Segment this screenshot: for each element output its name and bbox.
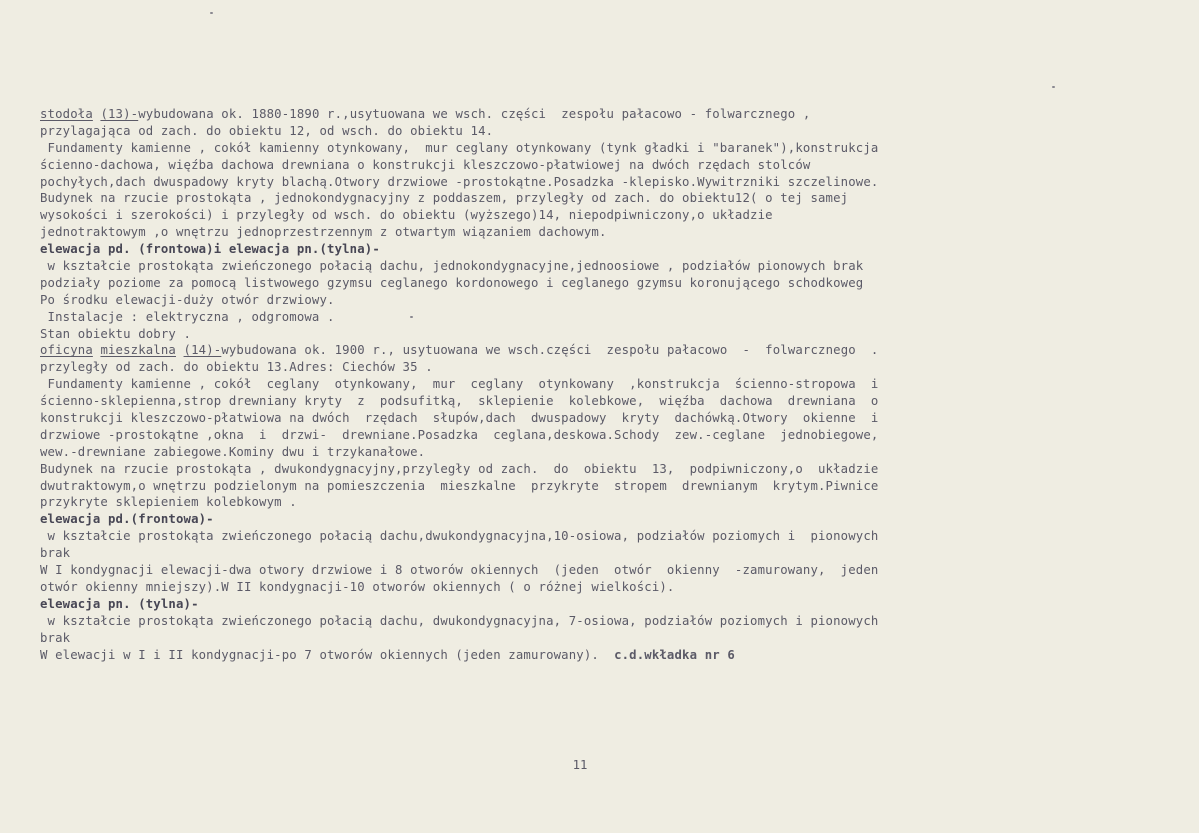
text-line	[40, 207, 1170, 224]
text-segment: Fundamenty kamienne , cokół ceglany otynkowany, mur ceglany otynkowany ,konstrukcja ścienno-stropowa i	[40, 377, 879, 392]
text-line	[40, 393, 1170, 410]
text-segment: w kształcie prostokąta zwieńczonego połacią dachu, dwukondygnacyjna, 7-osiowa, podziałów poziomych i pionowych	[40, 613, 879, 628]
text-line	[40, 174, 1170, 191]
text-line	[40, 309, 1170, 326]
text-segment: przykryte sklepieniem kolebkowym .	[40, 495, 297, 510]
text-segment: wybudowana ok. 1900 r., usytuowana we wsch.części zespołu pałacowo - folwarcznego .	[221, 343, 879, 358]
document-text	[40, 106, 1170, 663]
text-segment	[176, 343, 184, 357]
text-line	[40, 123, 1170, 140]
text-line	[40, 630, 1170, 647]
text-line	[40, 427, 1170, 444]
text-line	[40, 494, 1170, 511]
text-line	[40, 258, 1170, 275]
section-heading	[40, 511, 1170, 528]
scan-speck	[1052, 86, 1055, 88]
text-line	[40, 140, 1170, 157]
text-line	[40, 613, 1170, 630]
text-segment: Po środku elewacji-duży otwór drzwiowy.	[40, 292, 335, 307]
text-line	[40, 224, 1170, 241]
text-line	[40, 562, 1170, 579]
text-segment: podziały poziome za pomocą listwowego gzymsu ceglanego kordonowego i ceglanego gzymsu koronującego schodkoweg	[40, 275, 864, 290]
text-segment: wew.-drewniane zabiegowe.Kominy dwu i trzykanałowe.	[40, 444, 426, 459]
text-line	[40, 647, 1170, 664]
text-segment: drzwiowe -prostokątne ,okna i drzwi- drewniane.Posadzka ceglana,deskowa.Schody zew.-ceglane jednobiegowe,	[40, 427, 879, 442]
text-line	[40, 292, 1170, 309]
section-heading	[40, 241, 1170, 258]
text-segment: Budynek na rzucie prostokąta , dwukondygnacyjny,przyległy od zach. do obiektu 13, podpiwniczony,o układzie	[40, 461, 879, 476]
text-segment: W I kondygnacji elewacji-dwa otwory drzwiowe i 8 otworów okiennych (jeden otwór okienny -zamurowany, jeden	[40, 563, 879, 578]
text-segment: Fundamenty kamienne , cokół kamienny otynkowany, mur ceglany otynkowany (tynk gładki i "baranek"),konstrukcja	[40, 140, 879, 155]
text-segment: Instalacje : elektryczna , odgromowa .	[40, 309, 335, 324]
text-segment: W elewacji w I i II kondygnacji-po 7 otworów okiennych (jeden zamurowany).	[40, 647, 615, 662]
text-segment: elewacja pd. (frontowa)i elewacja pn.(tylna)-	[40, 242, 380, 257]
text-segment: Budynek na rzucie prostokąta , jednokondygnacyjny z poddaszem, przyległy od zach. do obiektu12( o tej samej	[40, 191, 849, 206]
text-line	[40, 190, 1170, 207]
text-segment: dwutraktowym,o wnętrzu podzielonym na pomieszczenia mieszkalne przykryte stropem drewnianym krytym.Piwnice	[40, 478, 879, 493]
text-line	[40, 461, 1170, 478]
text-segment: c.d.wkładka nr 6	[614, 647, 735, 662]
underlined-term: oficyna	[40, 343, 93, 358]
text-segment: wybudowana ok. 1880-1890 r.,usytuowana we wsch. części zespołu pałacowo - folwarcznego ,	[138, 107, 811, 121]
section-heading	[40, 596, 1170, 613]
text-line	[40, 326, 1170, 343]
text-segment: pochyłych,dach dwuspadowy kryty blachą.Otwory drzwiowe -prostokątne.Posadzka -klepisko.Wywitrzniki szczelinowe.	[40, 174, 879, 189]
text-segment: przylagająca od zach. do obiektu 12, od wsch. do obiektu 14.	[40, 123, 494, 138]
underlined-term: mieszkalna	[100, 343, 176, 358]
text-segment: brak	[40, 630, 71, 645]
text-line	[40, 376, 1170, 393]
text-line	[40, 157, 1170, 174]
text-segment: Stan obiektu dobry .	[40, 326, 192, 341]
page-number: 11	[572, 758, 588, 772]
text-segment: ścienno-dachowa, więźba dachowa drewniana o konstrukcji kleszczowo-płatwiowej na dwóch rzędach stolców	[40, 157, 811, 172]
text-segment: elewacja pn. (tylna)-	[40, 596, 199, 611]
text-segment: konstrukcji kleszczowo-płatwiowa na dwóch rzędach słupów,dach dwuspadowy kryty dachówką.Otwory okienne i	[40, 411, 879, 426]
text-line	[40, 528, 1170, 545]
text-segment: elewacja pd.(frontowa)-	[40, 512, 214, 527]
text-segment: otwór okienny mniejszy).W II kondygnacji-10 otworów okiennych ( o różnej wielkości).	[40, 579, 675, 594]
text-line	[40, 545, 1170, 562]
text-line	[40, 359, 1170, 376]
text-segment: brak	[40, 546, 71, 561]
text-segment: przyległy od zach. do obiektu 13.Adres: Ciechów 35 .	[40, 360, 433, 375]
text-line	[40, 342, 1170, 359]
underlined-term: (13)-	[100, 107, 139, 121]
text-segment: jednotraktowym ,o wnętrzu jednoprzestrzennym z otwartym wiązaniem dachowym.	[40, 225, 607, 240]
text-line	[40, 106, 1170, 123]
underlined-term: stodoła	[40, 107, 93, 121]
underlined-term: (14)-	[183, 343, 222, 358]
text-segment: w kształcie prostokąta zwieńczonego połacią dachu,dwukondygnacyjna,10-osiowa, podziałów poziomych i pionowych	[40, 529, 879, 544]
text-segment: w kształcie prostokąta zwieńczonego połacią dachu, jednokondygnacyjne,jednoosiowe , podziałów pionowych brak	[40, 259, 864, 274]
text-line	[40, 275, 1170, 292]
text-line	[40, 444, 1170, 461]
text-line	[40, 478, 1170, 495]
text-line	[40, 410, 1170, 427]
text-segment: wysokości i szerokości) i przyległy od wsch. do obiektu (wyższego)14, niepodpiwniczony,o układzie	[40, 208, 773, 223]
text-line	[40, 579, 1170, 596]
scan-speck	[210, 12, 213, 14]
text-segment: ścienno-sklepienna,strop drewniany kryty z podsufitką, sklepienie kolebkowe, więźba dachowa drewniana o	[40, 394, 879, 409]
